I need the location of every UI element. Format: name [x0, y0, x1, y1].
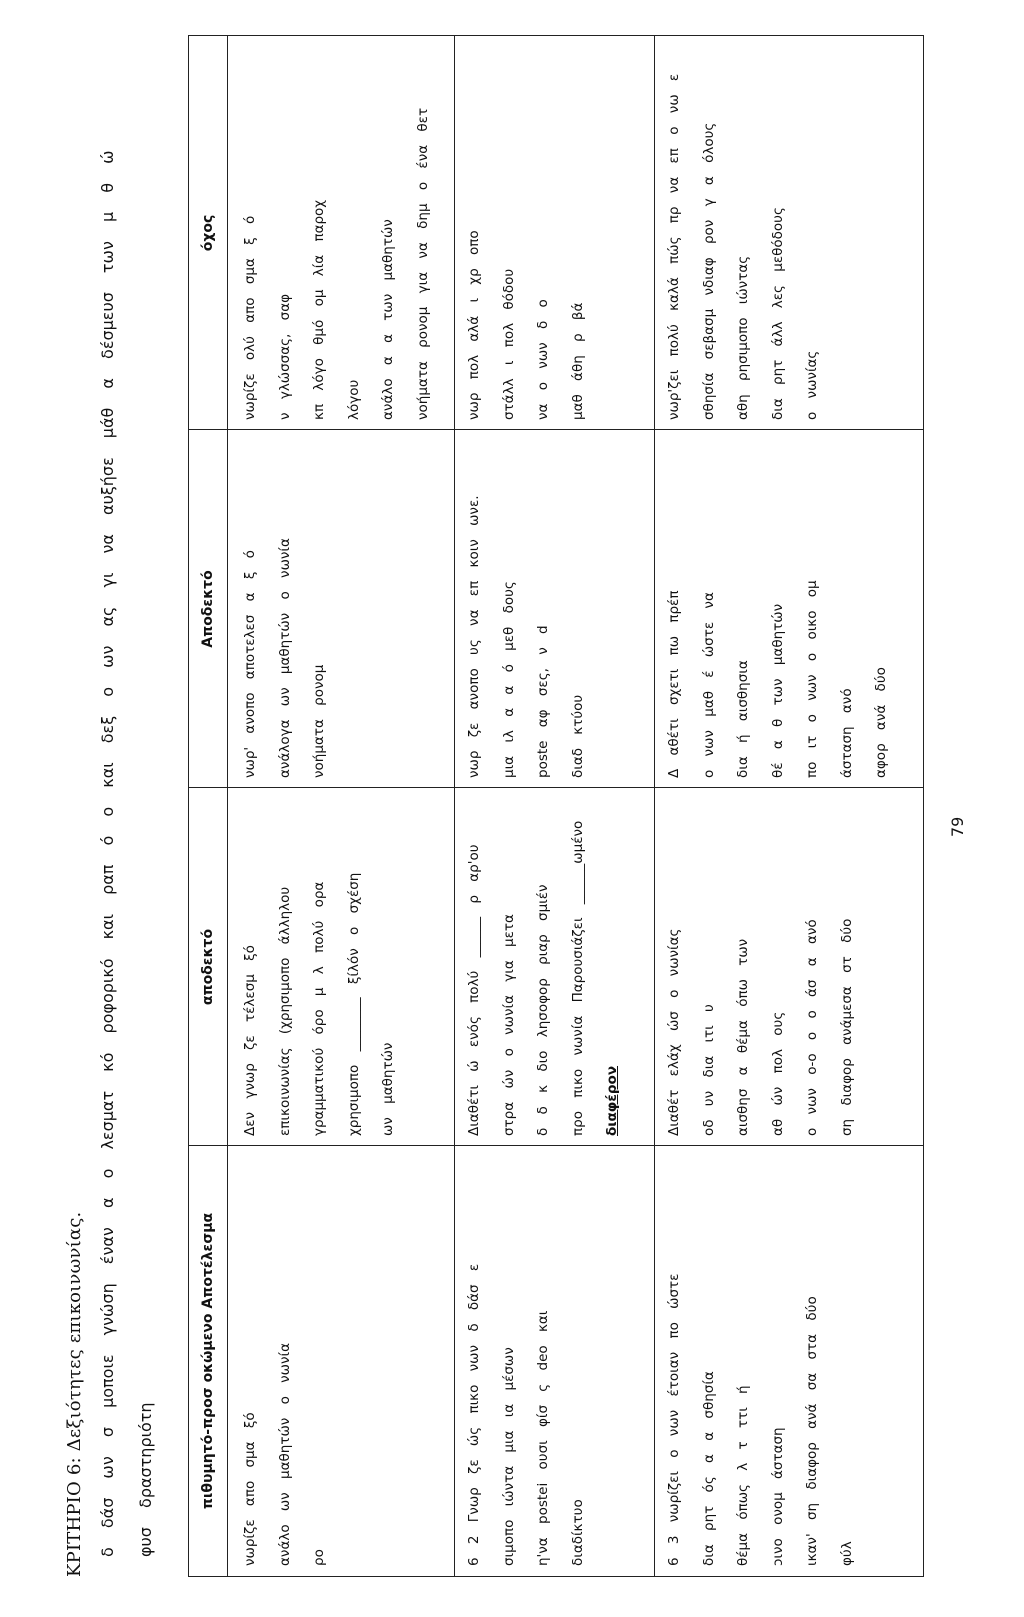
col-header-target: πιθυμητό-προσ οκώμενο Αποτέλεσμα [189, 1146, 228, 1576]
row-divider [454, 36, 455, 1576]
row-6-1-unacceptable-cell: Δεν γνωρ ζε τέλεσμ ξό επικοινωνίας (χρησιμοπο άλληλου γραμματικού όρο μ λ πολύ ορα χρησιμοπο ________ ξίλόν ο σχέση ων μαθητών [242, 872, 396, 1136]
criterion-heading: ΚΡΙΤΗΡΙΟ 6: Δεξιότητες επικοινωνίας. [64, 1211, 85, 1577]
row-6-3-target-cell: 6 3 νωρίζει ο νων έτοιαν πο ώστε δια ρητ ός α α σθησία θέμα όπως λ τ ττι ή ɔινο ονομ άσταση ικαν' ση διαφορ ανά σα στα δύο φύλ [666, 1273, 855, 1566]
row-6-2-target-cell: 6 2 Γνωρ ζε ώς πικο νων δ δάσ ε σιμοπο ιώντα μια ια μέσων η'να postei ουσι φίσ ς deo και διαδίκτυο [466, 1263, 586, 1566]
row-6-1-excellent-cell: νωρίζε ολύ απο σμα ξ ό ν γλώσσας, σαφ κπ λόγο θμό ομ λία παροχ λόγου ανάλο α α των μαθητών νοήματα ρονομ για να δημ ο ένα θετ [242, 107, 431, 420]
intro-line-2: φυσ δραστηριότη [136, 1402, 155, 1557]
row-6-3-excellent-cell: νωρ'ζει πολύ καλά πώς πρ να επ ο νω ε σθησία σεβασμ νδιαφ ρον γ α όλους αθη ρησιμοπο ιώντας δια ρητ άλλ λες μεθόδους ο νωνίας [666, 73, 820, 420]
row-6-2-unacceptable-cell: Διαθέτι ώ ενός πολύ ______ ρ αρ'ου στρα ών ο νωνία για μετα δ δ κ διο λησοφορ ριαρ σμιέν προ πικο νωνία Παρουσιάζει ______ωμένο διαφέρον [466, 820, 620, 1136]
row-6-2-acceptable-cell: νωρ ζε ανοπο υς να επ κοιν ωνε. μια ιλ α α ό μεθ δους poste αφ σες, ν d διαδ κτύου [466, 495, 586, 778]
col-header-acceptable: Αποδεκτό [189, 430, 228, 788]
row-6-1-target-cell: νωρίζε απο σμα ξό ανάλο ων μαθητών ο νωνία ρο [242, 1343, 327, 1566]
row-divider [654, 36, 655, 1576]
col-header-unacceptable: αποδεκτό [189, 788, 228, 1146]
row-6-1-acceptable-cell: νωρ' ανοπο αποτελεσ α ξ ό ανάλογα ων μαθητών ο νωνία νοήματα ρονομ [242, 538, 327, 778]
row-6-2-excellent-cell: νωρ πολ αλά ι χρ οπο στάλλ ι πολ θόδου να ο νων δ ο μαθ άθη ρ βά [466, 230, 586, 420]
rubric-table [188, 35, 924, 1577]
row-6-3-acceptable-cell: Δ αθέτι σχετι πω πρέπ ο νων μαθ έ ώστε να δια ή αισθησια θέ α θ των μαθητών πο ιτ ο νων ο οικο ομ άσταση ανό αφορ ανά δύο [666, 580, 889, 778]
page-number: 79 [948, 816, 967, 837]
row-6-3-unacceptable-cell: Διαθέτ ελάχ ώσ ο νωνίας οδ υν δια ιτι υ αισθησ α θέμα όπω των αθ ών πολ ους ο νων ο-ο ο ο άσ α ανό ση διαφορ ανάμεσα στ δύο [666, 918, 855, 1136]
intro-line-1: δ δάσ ων σ μοποιε γνώση έναν α ο λεσματ κό ροφορικό και ραπ ό ο και δεξ ο ων ας γι να αυξήσε μάθ α δέσμευσ των μ θ ώ [98, 150, 117, 1557]
col-header-excellent: όχος [189, 36, 228, 430]
